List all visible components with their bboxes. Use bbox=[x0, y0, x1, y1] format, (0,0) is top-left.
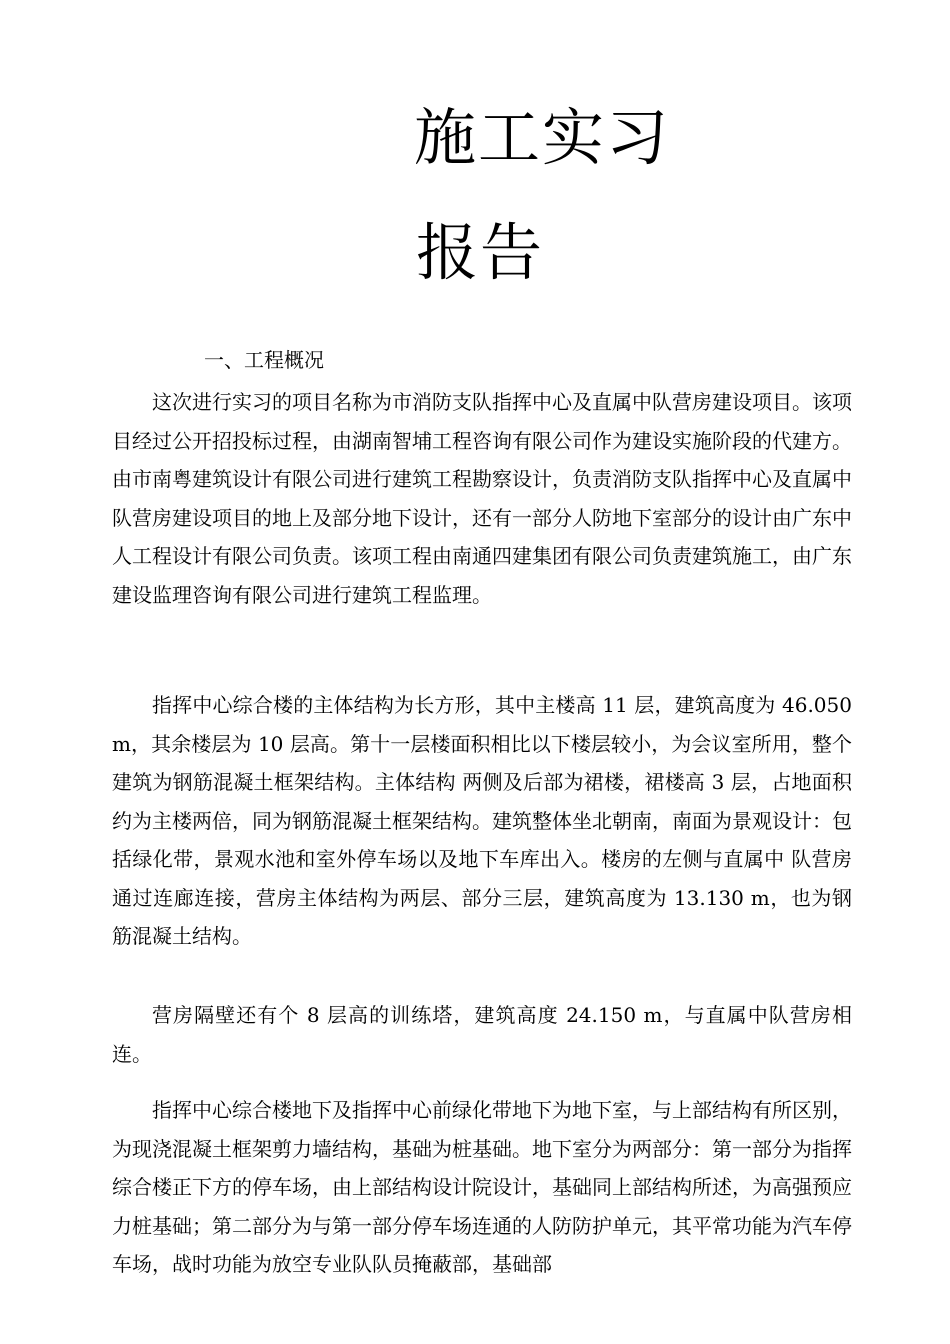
document-title-line-1: 施工实习 bbox=[414, 101, 671, 174]
paragraph-main-structure bbox=[112, 686, 852, 956]
document-title-line-2: 报告 bbox=[416, 216, 545, 289]
section-heading: 一、工程概况 bbox=[204, 348, 324, 372]
paragraph-basement bbox=[112, 1091, 852, 1284]
paragraph-text: 指挥中心综合楼地下及指挥中心前绿化带地下为地下室，与上部结构有所区别，为现浇混凝土框架剪力墙结构，基础为桩基础。地下室分为两部分：第一部分为指挥综合楼正下方的停车场，由上部结构设计院设计，基础同上部结构所述，为高强预应力桩基础；第二部分为与第一部分停车场连通的人防防护单元，其平常功能为汽车停车场，战时功能为放空专业队队员掩蔽部，基础部 bbox=[112, 1098, 852, 1276]
paragraph-project-overview bbox=[112, 383, 852, 614]
paragraph-text: 指挥中心综合楼的主体结构为长方形，其中主楼高 11 层，建筑高度为 46.050 m，其余楼层为 10 层高。第十一层楼面积相比以下楼层较小，为会议室所用，整个建筑为钢筋混凝土框架结构。主体结构 两侧及后部为裙楼，裙楼高 3 层，占地面积约为主楼两倍，同为钢筋混凝土框架结构。建筑整体坐北朝南，南面为景观设计：包括绿化带，景观水池和室外停车场以及地下车库出入。楼房的左侧与直属中 队营房通过连廊连接，营房主体结构为两层、部分三层，建筑高度为 13.130 m，也为钢筋混凝土结构。 bbox=[112, 693, 852, 948]
paragraph-training-tower bbox=[112, 996, 852, 1073]
paragraph-text: 营房隔壁还有个 8 层高的训练塔，建筑高度 24.150 m，与直属中队营房相连。 bbox=[112, 1003, 852, 1066]
paragraph-text: 这次进行实习的项目名称为市消防支队指挥中心及直属中队营房建设项目。该项目经过公开招投标过程，由湖南智埔工程咨询有限公司作为建设实施阶段的代建方。由市南粤建筑设计有限公司进行建筑工程勘察设计，负责消防支队指挥中心及直属中队营房建设项目的地上及部分地下设计，还有一部分人防地下室部分的设计由广东中人工程设计有限公司负责。该项工程由南通四建集团有限公司负责建筑施工，由广东建设监理咨询有限公司进行建筑工程监理。 bbox=[112, 390, 852, 607]
